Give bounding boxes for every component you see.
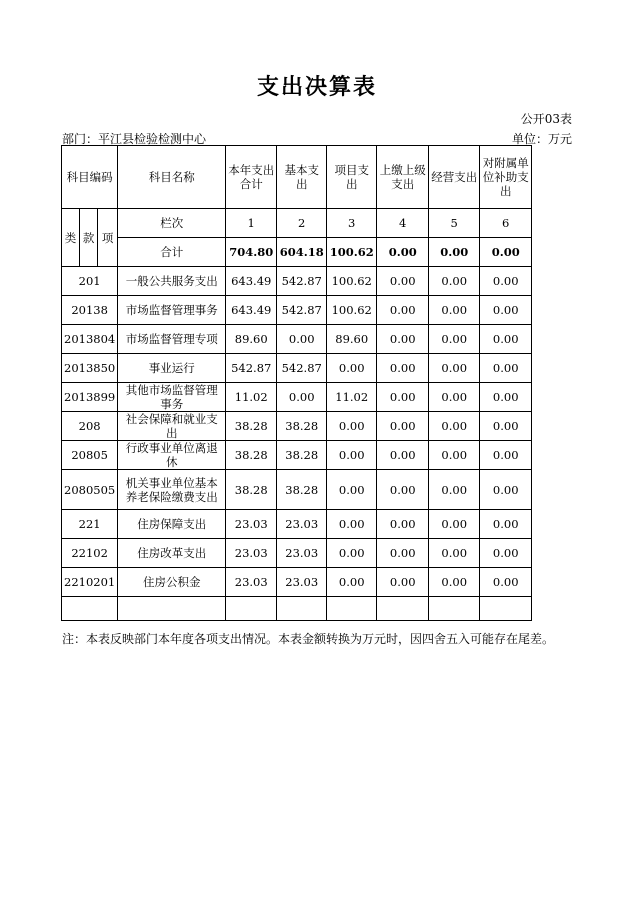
row-code: 2013850 (62, 354, 118, 383)
col-num: 5 (429, 209, 480, 238)
row-name: 住房改革支出 (118, 539, 226, 568)
table-row (62, 412, 532, 441)
row-value: 0.00 (429, 354, 480, 383)
header-lei: 类 (62, 209, 80, 267)
col-num: 4 (377, 209, 429, 238)
row-value: 23.03 (226, 510, 277, 539)
header-subsidy: 对附属单位补助支出 (480, 146, 532, 209)
row-value: 0.00 (480, 296, 532, 325)
row-code: 2013899 (62, 383, 118, 412)
row-value: 0.00 (327, 510, 377, 539)
row-name: 住房保障支出 (118, 510, 226, 539)
row-name: 市场监督管理事务 (118, 296, 226, 325)
row-value: 23.03 (226, 539, 277, 568)
row-value: 0.00 (480, 354, 532, 383)
row-value: 0.00 (480, 325, 532, 354)
table-row (62, 539, 532, 568)
row-value: 0.00 (377, 383, 429, 412)
header-remit: 上缴上级支出 (377, 146, 429, 209)
total-value: 604.18 (277, 238, 327, 267)
row-code: 2013804 (62, 325, 118, 354)
row-value: 23.03 (277, 510, 327, 539)
row-value: 0.00 (480, 441, 532, 470)
row-value: 0.00 (377, 412, 429, 441)
row-value: 0.00 (377, 568, 429, 597)
row-value: 11.02 (226, 383, 277, 412)
row-value: 0.00 (429, 412, 480, 441)
header-xiang: 项 (98, 209, 118, 267)
total-value: 100.62 (327, 238, 377, 267)
table-row (62, 470, 532, 510)
row-value: 0.00 (480, 539, 532, 568)
table-row (62, 296, 532, 325)
total-value: 704.80 (226, 238, 277, 267)
row-value: 38.28 (226, 441, 277, 470)
row-value: 0.00 (429, 296, 480, 325)
row-value: 0.00 (327, 470, 377, 510)
table-row (62, 383, 532, 412)
expenditure-table (61, 145, 532, 621)
header-kuan: 款 (80, 209, 98, 267)
row-value: 0.00 (429, 383, 480, 412)
row-value: 0.00 (327, 539, 377, 568)
department-label: 部门：平江县检验检测中心 (62, 132, 207, 146)
row-code: 20138 (62, 296, 118, 325)
header-name: 科目名称 (118, 146, 226, 209)
header-row (62, 146, 532, 209)
column-number-row (62, 209, 532, 238)
row-value: 0.00 (480, 412, 532, 441)
row-value: 0.00 (429, 325, 480, 354)
header-basic: 基本支出 (277, 146, 327, 209)
row-value: 0.00 (327, 412, 377, 441)
row-name: 机关事业单位基本养老保险缴费支出 (118, 470, 226, 510)
row-value: 0.00 (327, 354, 377, 383)
row-value: 0.00 (377, 267, 429, 296)
row-value: 542.87 (277, 267, 327, 296)
row-value: 38.28 (277, 441, 327, 470)
header-total: 本年支出合计 (226, 146, 277, 209)
unit-label: 单位：万元 (511, 132, 572, 146)
row-value: 38.28 (277, 470, 327, 510)
row-value: 0.00 (429, 441, 480, 470)
row-value: 0.00 (377, 441, 429, 470)
col-num: 1 (226, 209, 277, 238)
table-row (62, 354, 532, 383)
row-name: 社会保障和就业支出 (118, 412, 226, 441)
row-value: 0.00 (327, 568, 377, 597)
lanci-label: 栏次 (118, 209, 226, 238)
row-value: 0.00 (429, 470, 480, 510)
row-value: 0.00 (429, 539, 480, 568)
empty-row (62, 597, 532, 621)
total-label: 合计 (118, 238, 226, 267)
row-value: 0.00 (429, 510, 480, 539)
table-note: 注：本表反映部门本年度各项支出情况。本表金额转换为万元时，因四舍五入可能存在尾差。 (62, 632, 555, 646)
row-value: 643.49 (226, 296, 277, 325)
table-row (62, 568, 532, 597)
header-project: 项目支出 (327, 146, 377, 209)
row-value: 542.87 (277, 354, 327, 383)
total-value: 0.00 (429, 238, 480, 267)
row-value: 89.60 (327, 325, 377, 354)
table-row (62, 325, 532, 354)
row-value: 0.00 (480, 568, 532, 597)
row-code: 201 (62, 267, 118, 296)
row-value: 38.28 (226, 470, 277, 510)
row-code: 22102 (62, 539, 118, 568)
row-code: 221 (62, 510, 118, 539)
row-name: 行政事业单位离退休 (118, 441, 226, 470)
row-value: 542.87 (226, 354, 277, 383)
col-num: 3 (327, 209, 377, 238)
header-code: 科目编码 (62, 146, 118, 209)
row-value: 0.00 (480, 267, 532, 296)
total-row (62, 238, 532, 267)
row-value: 23.03 (226, 568, 277, 597)
row-value: 100.62 (327, 267, 377, 296)
row-value: 0.00 (480, 383, 532, 412)
row-value: 542.87 (277, 296, 327, 325)
row-value: 89.60 (226, 325, 277, 354)
row-value: 0.00 (377, 539, 429, 568)
row-value: 11.02 (327, 383, 377, 412)
row-value: 0.00 (277, 383, 327, 412)
row-value: 100.62 (327, 296, 377, 325)
row-value: 38.28 (277, 412, 327, 441)
row-code: 208 (62, 412, 118, 441)
table-row (62, 267, 532, 296)
page-title: 支出决算表 (256, 74, 377, 100)
row-value: 0.00 (327, 441, 377, 470)
total-value: 0.00 (480, 238, 532, 267)
row-name: 事业运行 (118, 354, 226, 383)
row-value: 38.28 (226, 412, 277, 441)
row-name: 其他市场监督管理事务 (118, 383, 226, 412)
row-value: 0.00 (377, 510, 429, 539)
col-num: 2 (277, 209, 327, 238)
row-code: 2210201 (62, 568, 118, 597)
row-value: 0.00 (377, 296, 429, 325)
row-value: 0.00 (480, 470, 532, 510)
row-code: 2080505 (62, 470, 118, 510)
table-row (62, 441, 532, 470)
row-name: 住房公积金 (118, 568, 226, 597)
row-value: 23.03 (277, 539, 327, 568)
row-value: 643.49 (226, 267, 277, 296)
header-business: 经营支出 (429, 146, 480, 209)
row-value: 0.00 (377, 470, 429, 510)
row-value: 0.00 (480, 510, 532, 539)
row-name: 一般公共服务支出 (118, 267, 226, 296)
row-value: 0.00 (377, 325, 429, 354)
row-code: 20805 (62, 441, 118, 470)
row-value: 23.03 (277, 568, 327, 597)
row-value: 0.00 (277, 325, 327, 354)
row-value: 0.00 (377, 354, 429, 383)
total-value: 0.00 (377, 238, 429, 267)
row-name: 市场监督管理专项 (118, 325, 226, 354)
col-num: 6 (480, 209, 532, 238)
row-value: 0.00 (429, 267, 480, 296)
table-row (62, 510, 532, 539)
form-number: 公开03表 (520, 112, 572, 126)
row-value: 0.00 (429, 568, 480, 597)
